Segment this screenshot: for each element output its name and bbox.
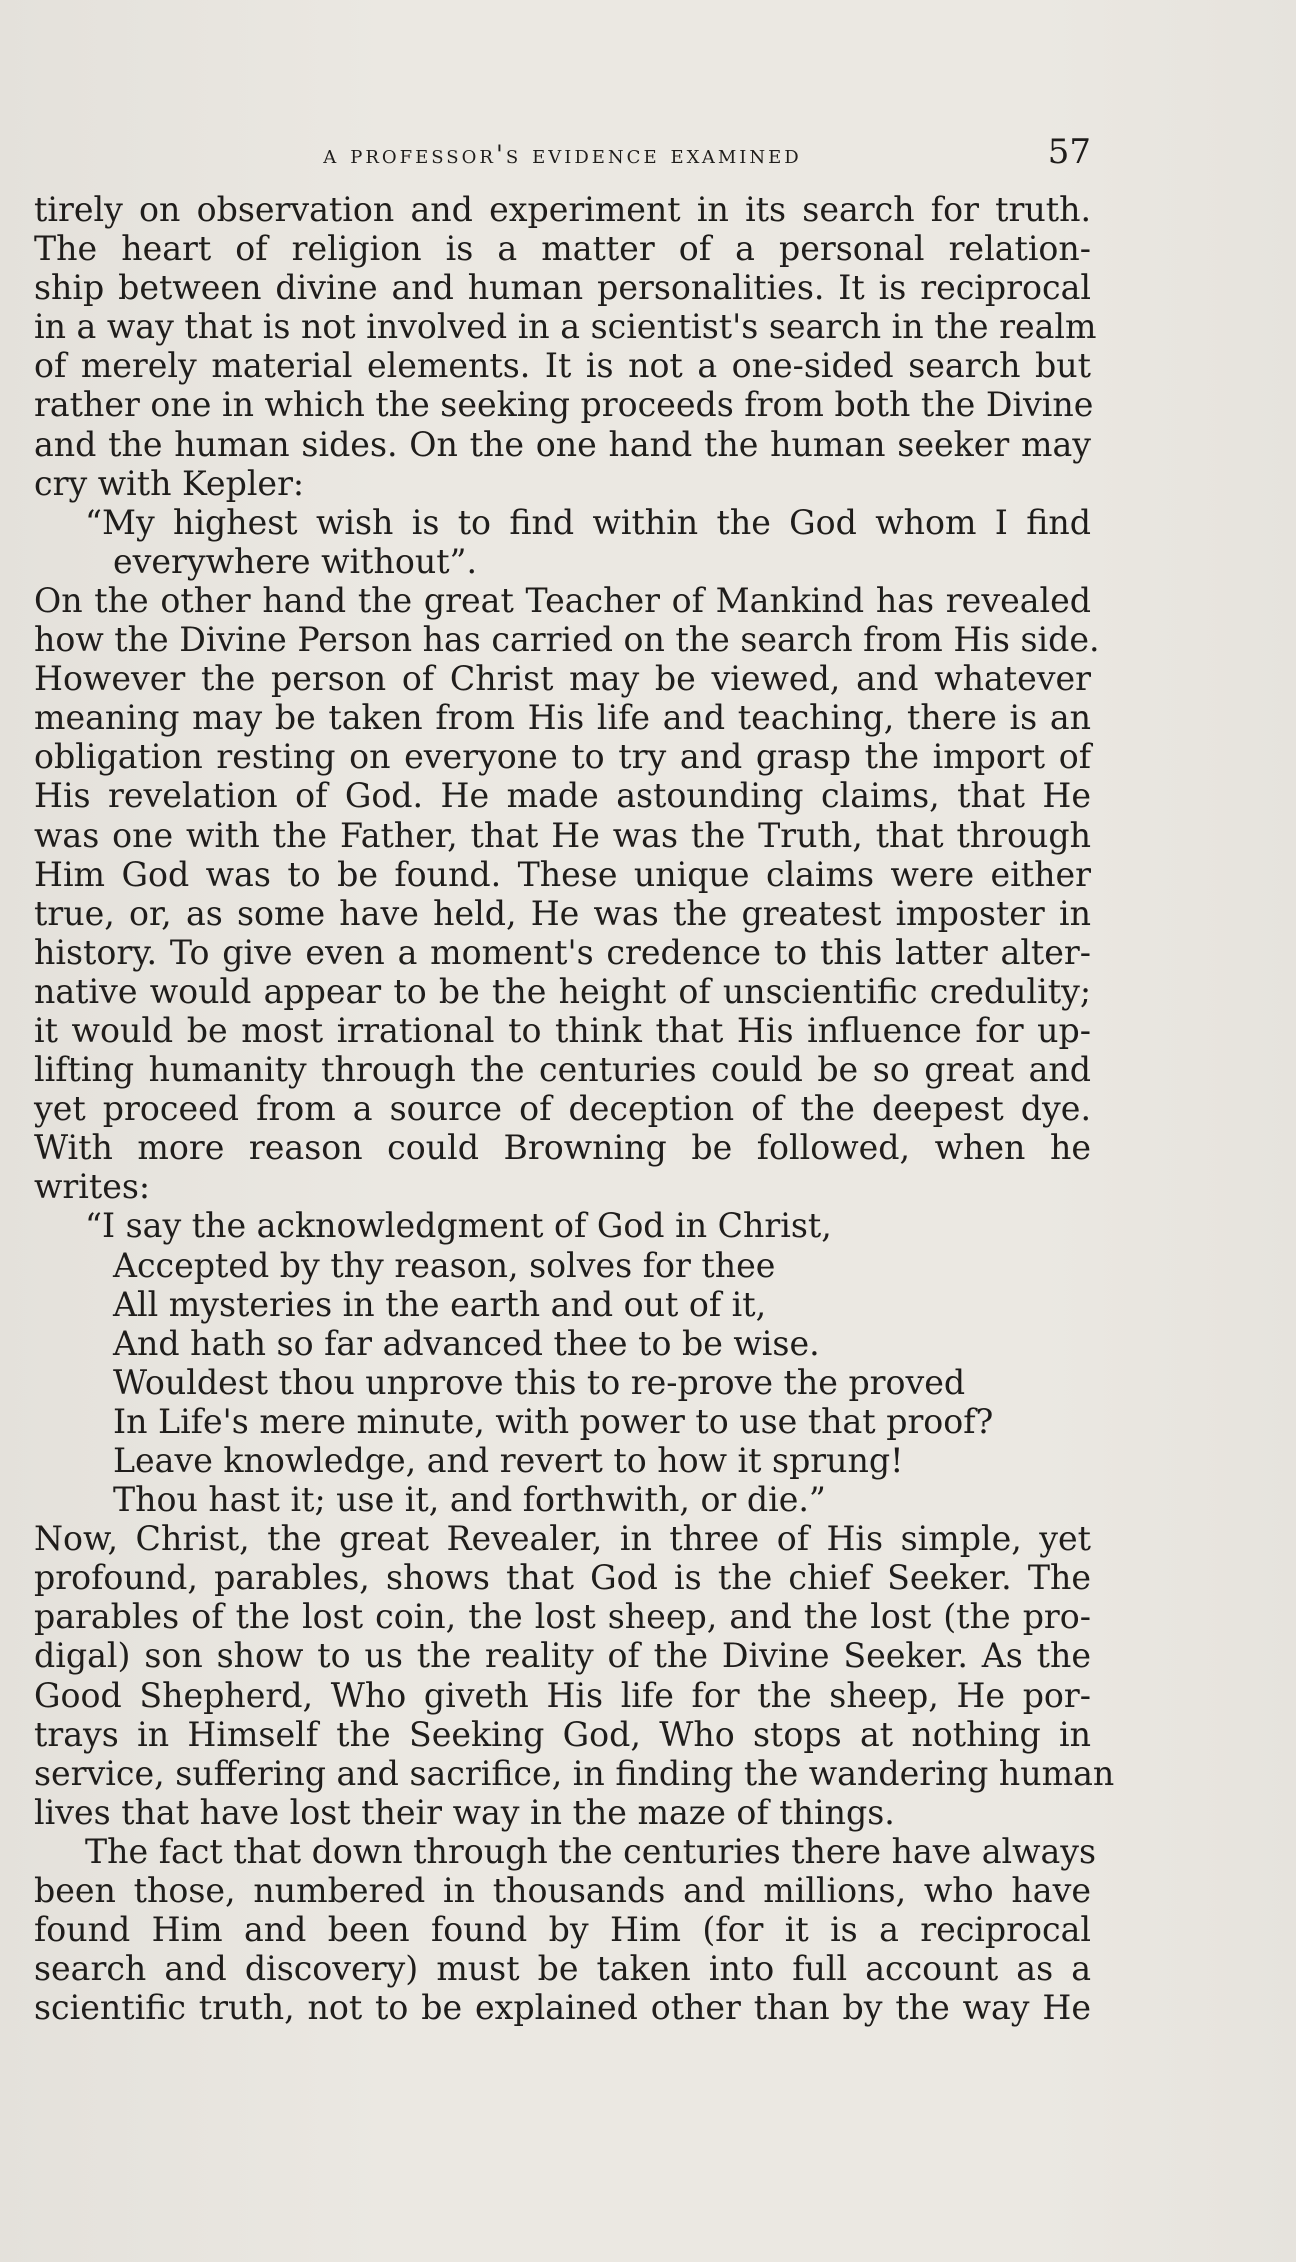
text-line: The fact that down through the centuries there have always [85, 1831, 1097, 1871]
running-title: a professor's evidence examined [323, 140, 802, 169]
text-line: writes: [34, 1167, 151, 1207]
text-line: Wouldest thou unprove this to re-prove the proved [113, 1362, 966, 1402]
text-line: obligation resting on everyone to try and grasp the import of [34, 737, 1091, 777]
text-line: “My highest wish is to find within the God whom I find [85, 502, 1091, 542]
text-line: how the Divine Person has carried on the search from His side. [34, 620, 1100, 660]
text-line: And hath so far advanced thee to be wise. [113, 1323, 820, 1363]
text-line: Now, Christ, the great Revealer, in three of His simple, yet [34, 1519, 1091, 1559]
text-line: ship between divine and human personalities. It is reciprocal [34, 268, 1091, 308]
text-line: trays in Himself the Seeking God, Who stops at nothing in [34, 1714, 1091, 1754]
text-line: Leave knowledge, and revert to how it sprung! [113, 1441, 904, 1480]
text-line: Accepted by thy reason, solves for thee [113, 1245, 776, 1285]
text-line: rather one in which the seeking proceeds from both the Divine [34, 385, 1094, 425]
text-line: lifting humanity through the centuries could be so great and [34, 1050, 1091, 1090]
text-line: profound, parables, shows that God is the chief Seeker. The [34, 1558, 1091, 1598]
text-line: meaning may be taken from His life and teaching, there is an [34, 698, 1091, 738]
text-line: lives that have lost their way in the maze of things. [34, 1792, 895, 1832]
text-line: His revelation of God. He made astounding claims, that He [34, 776, 1091, 816]
text-line: everywhere without”. [113, 541, 478, 581]
text-line: scientific truth, not to be explained other than by the way He [34, 1988, 1091, 2028]
text-line: yet proceed from a source of deception of the deepest dye. [34, 1089, 1091, 1129]
running-head [34, 132, 1091, 172]
text-line: On the other hand the great Teacher of Mankind has revealed [34, 580, 1091, 620]
text-line: The heart of religion is a matter of a personal relation- [34, 229, 1091, 269]
text-line: search and discovery) must be taken into full account as a [34, 1949, 1091, 1989]
text-line: With more reason could Browning be followed, when he [34, 1128, 1091, 1168]
text-line: cry with Kepler: [34, 463, 305, 503]
text-line: All mysteries in the earth and out of it, [113, 1284, 767, 1324]
text-line: found Him and been found by Him (for it is a reciprocal [34, 1910, 1091, 1950]
text-line: Thou hast it; use it, and forthwith, or die.” [113, 1480, 826, 1520]
text-line: history. To give even a moment's credence to this latter alter- [34, 932, 1091, 972]
text-line: However the person of Christ may be viewed, and whatever [34, 659, 1091, 699]
text-line: Him God was to be found. These unique claims were either [34, 854, 1091, 894]
text-line: digal) son show to us the reality of the Divine Seeker. As the [34, 1636, 1091, 1676]
body-text [34, 190, 1115, 2028]
text-line: tirely on observation and experiment in its search for truth. [34, 190, 1091, 229]
text-line: in a way that is not involved in a scientist's search in the realm [34, 307, 1097, 347]
text-line: Good Shepherd, Who giveth His life for the sheep, He por- [34, 1675, 1091, 1715]
page-number: 57 [1047, 132, 1091, 172]
text-line: true, or, as some have held, He was the greatest imposter in [34, 893, 1091, 933]
text-line: service, suffering and sacrifice, in finding the wandering human [34, 1753, 1115, 1793]
text-line: native would appear to be the height of unscientific credulity; [34, 971, 1091, 1011]
text-line: of merely material elements. It is not a one-sided search but [34, 346, 1091, 386]
text-line: In Life's mere minute, with power to use that proof? [113, 1401, 994, 1441]
text-line: it would be most irrational to think that His influence for up- [34, 1010, 1091, 1050]
text-line: parables of the lost coin, the lost sheep, and the lost (the pro- [34, 1597, 1091, 1637]
text-line: “I say the acknowledgment of God in Christ, [85, 1206, 832, 1246]
text-line: and the human sides. On the one hand the human seeker may [34, 424, 1091, 464]
text-line: been those, numbered in thousands and millions, who have [34, 1871, 1091, 1911]
text-line: was one with the Father, that He was the Truth, that through [34, 815, 1091, 855]
